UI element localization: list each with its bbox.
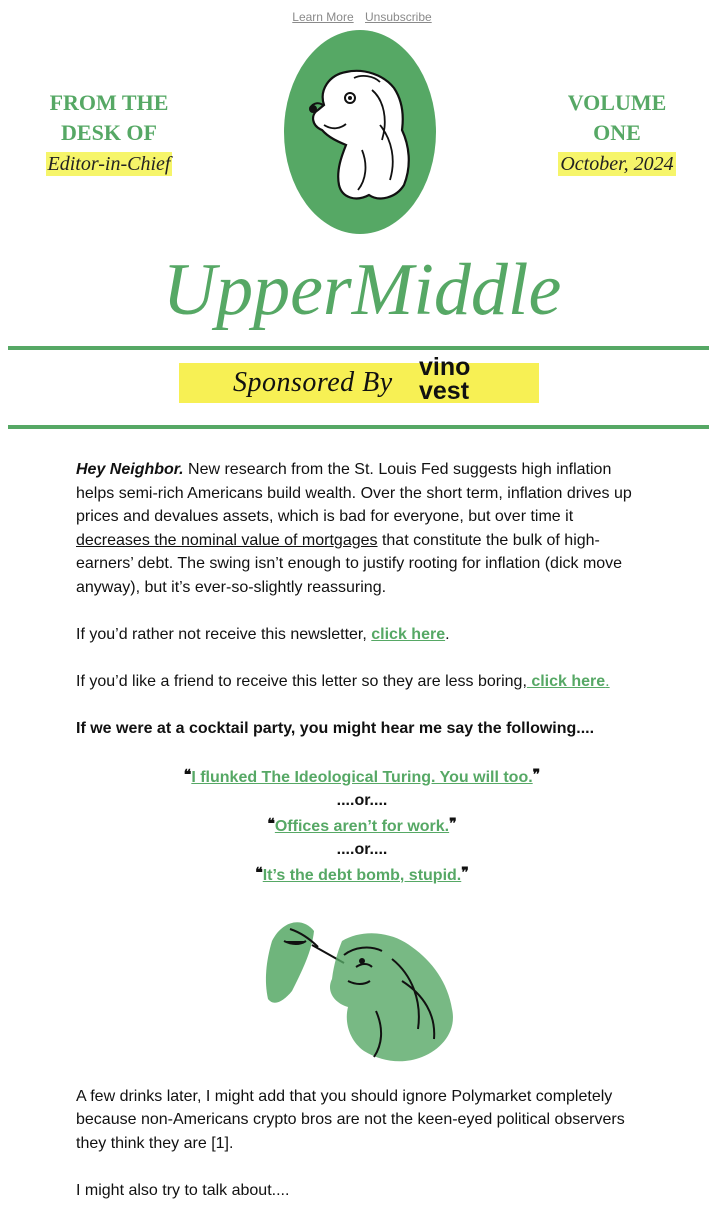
open-quote-icon: ❝ (267, 815, 275, 832)
masthead (0, 222, 724, 334)
vinovest-logo[interactable] (419, 355, 470, 403)
quote-3 (76, 862, 648, 888)
greeting: Hey Neighbor. (76, 461, 184, 478)
top-links (0, 10, 724, 24)
newsletter-body (76, 458, 648, 1226)
referral-text: If you’d like a friend to receive this letter so they are less boring, (76, 672, 527, 690)
issue-date-highlight: October, 2024 (560, 153, 674, 175)
cocktail-quotes (76, 764, 648, 888)
sponsor-logo-line2: vest (419, 377, 470, 405)
close-quote-icon: ❞ (532, 766, 541, 783)
unsubscribe-period: . (445, 625, 450, 643)
sponsor-logo-line1: vino (419, 353, 471, 381)
intro-text-2: that constitute the bulk of high-earners’ debt. The swing isn’t enough to justify rooting for inflation (dick move anyway), but it’s ever-so-slightly reassuring. (76, 531, 623, 596)
sponsor-banner[interactable] (179, 353, 539, 405)
editor-highlight: Editor-in-Chief (47, 153, 171, 175)
also-paragraph: I might also try to talk about.... (76, 1181, 290, 1199)
close-quote-icon: ❞ (461, 864, 469, 881)
referral-period: . (605, 672, 610, 690)
referral-click-here[interactable]: click here (526, 672, 606, 690)
dog-with-wine-glass-icon (252, 911, 472, 1071)
referral-paragraph (76, 670, 648, 694)
divider-bottom (8, 425, 709, 429)
desk-of-label: DESK OF (61, 120, 157, 145)
unsubscribe-link[interactable]: Unsubscribe (365, 10, 432, 24)
intro-text-1: New research from the St. Louis Fed suggests high inflation helps semi-rich Americans build wealth. Over the short term, inflation drives up prices and devalues assets, which is bad for everyone, but over time it (76, 461, 632, 525)
volume-label: VOLUME (567, 90, 667, 115)
masthead-logo (0, 222, 724, 334)
divider-top (8, 346, 709, 350)
drinks-paragraph: A few drinks later, I might add that you should ignore Polymarket completely because non-Americans crypto bros are not the keen-eyed political observers they think they are [1]. (76, 1087, 625, 1152)
mortgage-link[interactable]: decreases the nominal value of mortgages (76, 531, 378, 549)
spaniel-dog-icon (284, 30, 436, 234)
masthead-title: UpperMiddle (162, 249, 562, 331)
from-the-desk (29, 88, 189, 178)
quote-2 (76, 813, 648, 839)
learn-more-link[interactable]: Learn More (292, 10, 354, 24)
cocktail-heading: If we were at a cocktail party, you might hear me say the following.... (76, 719, 595, 737)
unsubscribe-paragraph (76, 623, 648, 647)
quote-1 (76, 764, 648, 790)
sponsored-by-label: Sponsored By (233, 367, 393, 398)
from-the-label: FROM THE (49, 90, 169, 115)
open-quote-icon: ❝ (255, 864, 263, 881)
open-quote-icon: ❝ (183, 766, 192, 783)
mascot-badge (284, 30, 436, 234)
volume-info (537, 88, 697, 178)
volume-number: ONE (593, 120, 641, 145)
unsubscribe-click-here[interactable]: click here (371, 625, 446, 643)
quote-2-link[interactable]: Offices aren’t for work. (274, 817, 450, 835)
close-quote-icon: ❞ (449, 815, 457, 832)
or-separator-1: ....or.... (336, 792, 388, 809)
or-separator-2: ....or.... (336, 841, 388, 858)
quote-1-link[interactable]: I flunked The Ideological Turing. You will too. (191, 768, 533, 786)
unsubscribe-text: If you’d rather not receive this newsletter, (76, 625, 372, 643)
quote-3-link[interactable]: It’s the debt bomb, stupid. (262, 866, 462, 884)
intro-paragraph (76, 458, 648, 599)
